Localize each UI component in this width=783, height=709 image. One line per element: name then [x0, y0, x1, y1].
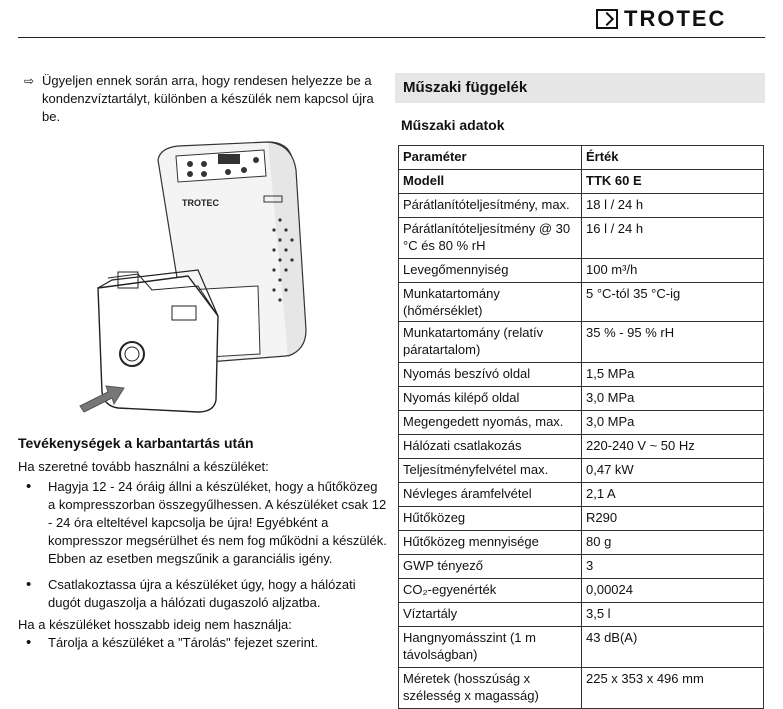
- table-row: [399, 194, 764, 218]
- trotec-logo: [596, 6, 726, 32]
- param-cell: Nyomás kilépő oldal: [399, 387, 582, 411]
- table-row: [399, 387, 764, 411]
- header-rule: [18, 37, 765, 38]
- param-cell: Hűtőközeg mennyisége: [399, 531, 582, 555]
- long-storage-list: [18, 634, 388, 660]
- table-row: [399, 603, 764, 627]
- table-row: [399, 435, 764, 459]
- value-cell: R290: [582, 507, 764, 531]
- param-cell: Munkatartomány (relatív páratartalom): [399, 322, 582, 363]
- value-cell: 18 l / 24 h: [582, 194, 764, 218]
- table-row: [399, 627, 764, 668]
- table-row: [399, 322, 764, 363]
- param-cell: Párátlanítóteljesítmény, max.: [399, 194, 582, 218]
- intro-continue-use: Ha szeretné tovább használni a készüléket:: [18, 459, 269, 474]
- table-row: [399, 531, 764, 555]
- technical-data-table: [398, 145, 764, 709]
- value-cell: 43 dB(A): [582, 627, 764, 668]
- table-row: [399, 459, 764, 483]
- table-row: [399, 555, 764, 579]
- value-cell: 225 x 353 x 496 mm: [582, 668, 764, 709]
- value-cell: 1,5 MPa: [582, 363, 764, 387]
- dehumidifier-illustration: [78, 140, 308, 415]
- param-cell: Hűtőközeg: [399, 507, 582, 531]
- note-text: Ügyeljen ennek során arra, hogy rendesen helyezze be a kondenzvíztartályt, különben a készülék nem kapcsol újra be.: [42, 73, 374, 124]
- table-header-row: [399, 146, 764, 170]
- value-cell: 220-240 V ~ 50 Hz: [582, 435, 764, 459]
- note-arrow-icon: ⇨: [24, 74, 35, 88]
- param-cell: CO₂-egyenérték: [399, 579, 582, 603]
- list-item: • Hagyja 12 - 24 óráig állni a készüléket, hogy a hűtőközeg a kompresszorban összegyűlhessen. A készüléket csak 12 - 24 óra elteltével kapcsolja be újra! Egyébként a kompresszor megsérülhet és nem fog működni a készülék. Ebben az esetben megszűnik a garanciális igény.: [18, 478, 388, 568]
- value-cell: 0,47 kW: [582, 459, 764, 483]
- param-cell: Munkatartomány (hőmérséklet): [399, 283, 582, 322]
- param-cell: Hálózati csatlakozás: [399, 435, 582, 459]
- value-cell: 3,5 l: [582, 603, 764, 627]
- table-row: [399, 411, 764, 435]
- table-row: [399, 218, 764, 259]
- param-cell: Megengedett nyomás, max.: [399, 411, 582, 435]
- maintenance-note: [24, 72, 387, 126]
- value-cell: 100 m³/h: [582, 259, 764, 283]
- value-cell: TTK 60 E: [582, 170, 764, 194]
- param-cell: Víztartály: [399, 603, 582, 627]
- table-row: [399, 579, 764, 603]
- param-cell: Modell: [399, 170, 582, 194]
- value-cell: 80 g: [582, 531, 764, 555]
- param-cell: Nyomás beszívó oldal: [399, 363, 582, 387]
- value-cell: 5 °C-tól 35 °C-ig: [582, 283, 764, 322]
- list-item: • Tárolja a készüléket a "Tárolás" fejezet szerint.: [18, 634, 388, 652]
- header-cell: Paraméter: [399, 146, 582, 170]
- param-cell: GWP tényező: [399, 555, 582, 579]
- value-cell: 3: [582, 555, 764, 579]
- table-row: [399, 170, 764, 194]
- value-cell: 0,00024: [582, 579, 764, 603]
- table-row: [399, 668, 764, 709]
- table-row: [399, 483, 764, 507]
- table-row: [399, 259, 764, 283]
- list-item: • Csatlakoztassa újra a készüléket úgy, hogy a hálózati dugót dugaszolja a hálózati dugaszoló aljzatba.: [18, 576, 388, 612]
- param-cell: Névleges áramfelvétel: [399, 483, 582, 507]
- appendix-heading: Műszaki függelék: [395, 73, 765, 103]
- brand-name: TROTEC: [624, 6, 727, 31]
- trotec-logo-icon: [596, 9, 618, 29]
- table-row: [399, 363, 764, 387]
- param-cell: Levegőmennyiség: [399, 259, 582, 283]
- header-cell: Érték: [582, 146, 764, 170]
- device-brand-label: TROTEC: [182, 198, 219, 208]
- param-cell: Hangnyomásszint (1 m távolságban): [399, 627, 582, 668]
- value-cell: 35 % - 95 % rH: [582, 322, 764, 363]
- value-cell: 16 l / 24 h: [582, 218, 764, 259]
- value-cell: 3,0 MPa: [582, 411, 764, 435]
- section-title: Tevékenységek a karbantartás után: [18, 435, 254, 451]
- value-cell: 3,0 MPa: [582, 387, 764, 411]
- table-row: [399, 283, 764, 322]
- param-cell: Teljesítményfelvétel max.: [399, 459, 582, 483]
- continue-use-list: [18, 478, 388, 620]
- param-cell: Méretek (hosszúság x szélesség x magasság): [399, 668, 582, 709]
- param-cell: Párátlanítóteljesítmény @ 30 °C és 80 % rH: [399, 218, 582, 259]
- value-cell: 2,1 A: [582, 483, 764, 507]
- intro-long-storage: Ha a készüléket hosszabb ideig nem használja:: [18, 617, 292, 632]
- table-row: [399, 507, 764, 531]
- technical-data-heading: Műszaki adatok: [401, 117, 505, 133]
